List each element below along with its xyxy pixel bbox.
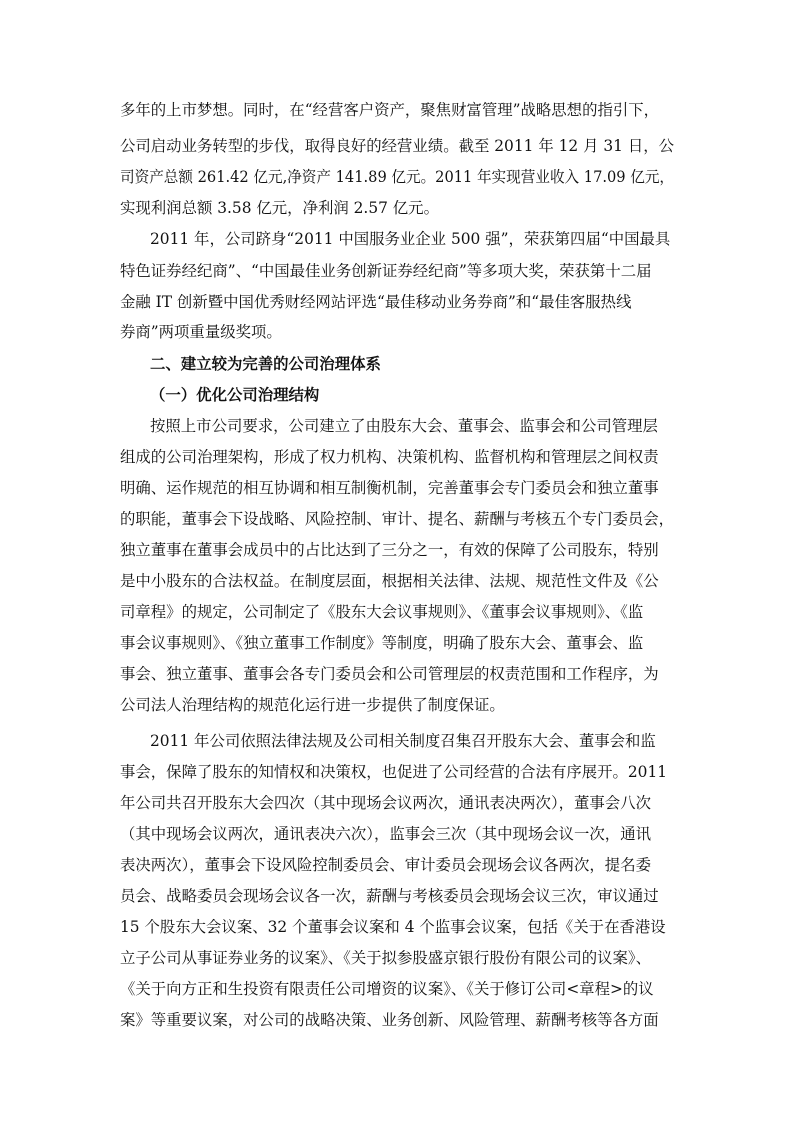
body-text-line: 15 个股东大会议案、32 个董事会议案和 4 个监事会议案，包括《关于在香港设 — [120, 918, 666, 936]
body-text-line: 特色证券经纪商”、“中国最佳业务创新证券经纪商”等多项大奖，荣获第十二届 — [120, 262, 652, 280]
body-text-line: 2011 年公司依照法律法规及公司相关制度召集召开股东大会、董事会和监 — [150, 732, 656, 750]
body-text-line: 公司启动业务转型的步伐，取得良好的经营业绩。截至 2011 年 12 月 31 日，公 — [120, 137, 675, 155]
body-text-line: 事会、独立董事、董事会各专门委员会和公司管理层的权责范围和工作程序，为 — [120, 665, 659, 683]
body-text-line: 案》等重要议案，对公司的战略决策、业务创新、风险管理、薪酬考核等各方面 — [120, 1011, 659, 1029]
body-text-line: 事会，保障了股东的知情权和决策权，也促进了公司经营的合法有序展开。2011 — [120, 763, 668, 781]
body-text-line: 2011 年，公司跻身“2011 中国服务业企业 500 强”，荣获第四届“中国最具 — [150, 230, 671, 248]
body-text-line: 的职能，董事会下设战略、风险控制、审计、提名、薪酬与考核五个专门委员会， — [120, 510, 675, 528]
body-text-line: 券商”两项重量级奖项。 — [120, 323, 282, 341]
subsection-heading: （一）优化公司治理结构 — [150, 386, 320, 404]
body-text-line: 多年的上市梦想。同时，在“经营客户资产，聚焦财富管理”战略思想的指引下， — [120, 101, 660, 119]
body-text-line: 公司法人治理结构的规范化运行进一步提供了制度保证。 — [120, 696, 505, 714]
body-text-line: 立子公司从事证券业务的议案》、《关于拟参股盛京银行股份有限公司的议案》、 — [120, 949, 651, 967]
body-text-line: 独立董事在董事会成员中的占比达到了三分之一，有效的保障了公司股东，特别 — [120, 541, 659, 559]
body-text-line: 表决两次），董事会下设风险控制委员会、审计委员会现场会议各两次，提名委 — [120, 856, 651, 874]
body-text-line: 金融 IT 创新暨中国优秀财经网站评选“最佳移动业务券商”和“最佳客服热线 — [120, 293, 632, 311]
body-text-line: 《关于向方正和生投资有限责任公司增资的议案》、《关于修订公司<章程>的议 — [120, 980, 654, 998]
body-text-line: 明确、运作规范的相互协调和相互制衡机制，完善董事会专门委员会和独立董事 — [120, 479, 659, 497]
body-text-line: 年公司共召开股东大会四次（其中现场会议两次，通讯表决两次），董事会八次 — [120, 794, 651, 812]
body-text-line: 组成的公司治理架构，形成了权力机构、决策机构、监督机构和管理层之间权责 — [120, 448, 659, 466]
body-text-line: （其中现场会议两次，通讯表决六次），监事会三次（其中现场会议一次，通讯 — [120, 825, 651, 843]
section-heading: 二、建立较为完善的公司治理体系 — [150, 355, 381, 373]
body-text-line: 司资产总额 261.42 亿元,净资产 141.89 亿元。2011 年实现营业收入 17.09 亿元， — [120, 168, 675, 186]
body-text-line: 员会、战略委员会现场会议各一次，薪酬与考核委员会现场会议三次，审议通过 — [120, 887, 659, 905]
body-text-line: 事会议事规则》、《独立董事工作制度》等制度，明确了股东大会、董事会、监 — [120, 634, 644, 652]
body-text-line: 是中小股东的合法权益。在制度层面，根据相关法律、法规、规范性文件及《公 — [120, 572, 659, 590]
body-text-line: 按照上市公司要求，公司建立了由股东大会、董事会、监事会和公司管理层 — [150, 417, 658, 435]
body-text-line: 司章程》的规定，公司制定了《股东大会议事规则》、《董事会议事规则》、《监 — [120, 603, 644, 621]
body-text-line: 实现利润总额 3.58 亿元，净利润 2.57 亿元。 — [120, 199, 439, 217]
